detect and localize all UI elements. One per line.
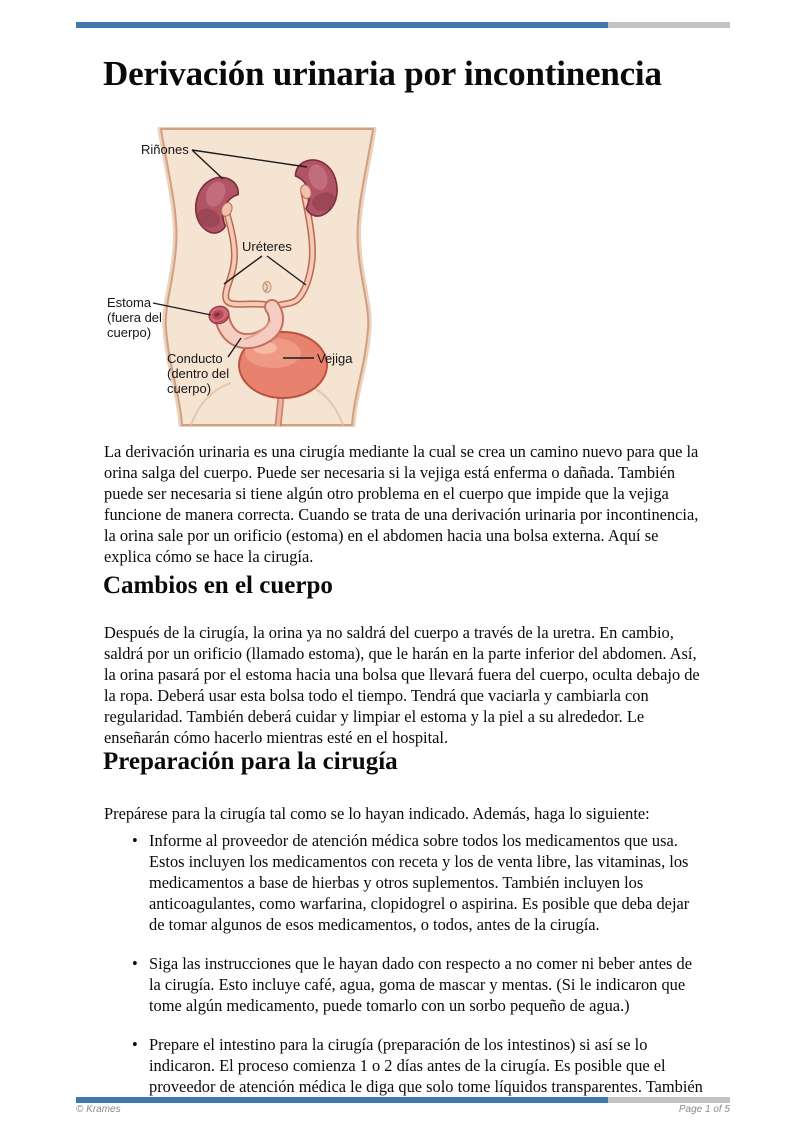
figure-label-conduit-line2: (dentro del (167, 366, 230, 381)
figure-label-stoma-line2: (fuera del (107, 310, 162, 325)
list-item-bowel-prep: • Prepare el intestino para la cirugía (preparación de los intestinos) si así se lo indicaron. El proceso comienza 1 o 2 días antes de la cirugía. Es posible que el proveedor de atención médica le diga que solo tome líquidos transparentes. También (130, 1034, 706, 1097)
section-heading-body-changes: Cambios en el cuerpo (103, 572, 333, 599)
body-changes-paragraph: Después de la cirugía, la orina ya no saldrá del cuerpo a través de la uretra. En cambio, saldrá por un orificio (llamado estoma), que le harán en la parte inferior del abdomen. Así, la orina pasará por el estoma hacia una bolsa que llevará fuera del cuerpo, oculta debajo de la ropa. Deberá usar esta bolsa todo el tiempo. Tendrá que vaciarla y cambiarla con regularidad. También deberá cuidar y limpiar el estoma y la piel a su alrededor. Le enseñarán cómo hacerlo mientras esté en el hospital. (104, 623, 700, 747)
page-title: Derivación urinaria por incontinencia (103, 54, 662, 93)
list-item-fasting: • Siga las instrucciones que le hayan dado con respecto a no comer ni beber antes de la cirugía. Esto incluye café, agua, goma de mascar y mentas. (Si le indicaron que tome algún medicamento, puede tomarlo con un sorbo pequeño de agua.) (130, 953, 706, 1016)
footer-bar-blue-segment (76, 1097, 608, 1103)
figure-label-stoma-line3: cuerpo) (107, 325, 152, 340)
figure-label-stoma (107, 295, 162, 340)
intro-paragraph: La derivación urinaria es una cirugía mediante la cual se crea un camino nuevo para que la orina salga del cuerpo. Puede ser necesaria si la vejiga está enferma o dañada. También puede ser necesaria si tiene algún otro problema en el cuerpo que impide que la vejiga funcione de manera correcta. Cuando se trata de una derivación urinaria por incontinencia, la orina sale por un orificio (estoma) en el abdomen hacia una bolsa externa. Aquí se explica cómo se hace la cirugía. (104, 442, 699, 566)
figure-label-kidneys: Riñones (141, 142, 189, 157)
navel-shape (263, 282, 271, 293)
figure-label-conduit (167, 351, 229, 396)
accent-bar-blue-segment (76, 22, 608, 28)
anatomy-figure (95, 127, 440, 427)
accent-bar-gray-segment (608, 22, 730, 28)
figure-label-bladder: Vejiga (317, 351, 353, 366)
figure-label-ureters: Uréteres (242, 239, 292, 254)
figure-label-conduit-line1: Conducto (167, 351, 223, 366)
footer-accent-bar (76, 1097, 730, 1103)
footer-bar-gray-segment (608, 1097, 730, 1103)
figure-label-conduit-line3: cuerpo) (167, 381, 212, 396)
list-item-medications: • Informe al proveedor de atención médica sobre todos los medicamentos que usa. Estos incluyen los medicamentos con receta y los de venta libre, las vitaminas, los medicamentos a base de hierbas y otros suplementos. También incluyen los anticoagulantes, como warfarina, clopidogrel o aspirina. Es posible que deba dejar de tomar algunos de esos medicamentos, o todos, antes de la cirugía. (130, 830, 706, 935)
surgery-prep-list (130, 830, 706, 1097)
top-accent-bar (76, 22, 730, 28)
surgery-prep-intro: Prepárese para la cirugía tal como se lo hayan indicado. Además, haga lo siguiente: (104, 804, 650, 823)
footer-page-number: Page 1 of 5 (678, 1104, 730, 1115)
section-heading-surgery-prep: Preparación para la cirugía (103, 748, 398, 775)
footer-copyright: © Krames (76, 1104, 121, 1115)
anatomy-illustration (95, 127, 440, 427)
figure-label-stoma-line1: Estoma (107, 295, 152, 310)
